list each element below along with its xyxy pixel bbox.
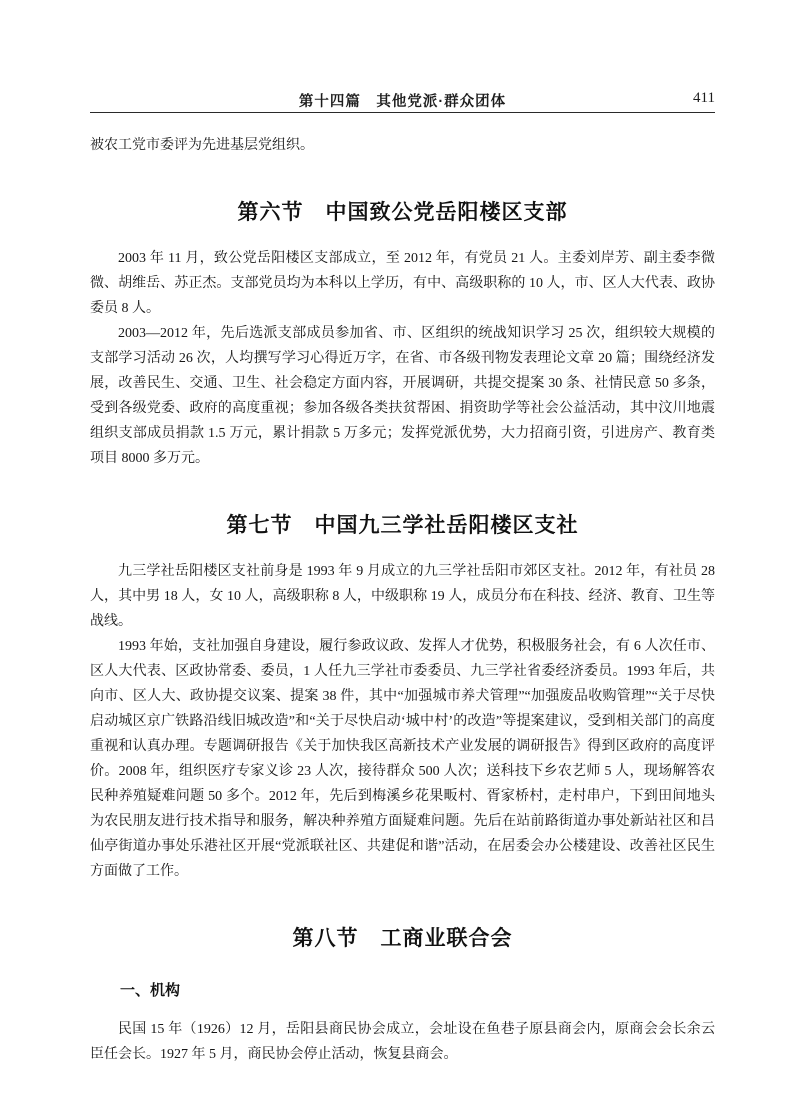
body-paragraph: 民国 15 年（1926）12 月，岳阳县商民协会成立，会址设在鱼巷子原县商会内，原商会会长余云臣任会长。1927 年 5 月，商民协会停止活动，恢复县商会。 [90,1022,715,1062]
section-8-heading: 第八节 工商业联合会 [292,927,513,950]
body-paragraph: 1993 年始，支社加强自身建设，履行参政议政、发挥人才优势，积极服务社会，有 6 人次任市、区人大代表、区政协常委、委员，1 人任九三学社市委委员、九三学社省委经济委员。1993 年后，共向市、区人大、政协提交议案、提案 38 件，其中“加强城市养犬管理”“加强废品收购管理”“关于尽快启动城区京广铁路沿线旧城改造”和“关于尽快启动‘城中村’的改造”等提案建议，受到相关部门的高度重视和认真办理。专题调研报告《关于加快我区高新技术产业发展的调研报告》得到区政府的高度评价。2008 年，组织医疗专家义诊 23 人次，接待群众 500 人次；送科技下乡农艺师 5 人，现场解答农民种养殖疑难问题 50 多个。2012 年，先后到梅溪乡花果畈村、胥家桥村，走村串户，下到田间地头为农民朋友进行技术指导和服务，解决种养殖方面疑难问题。先后在站前路街道办事处新站社区和吕仙亭街道办事处乐港社区开展“党派联社区、共建促和谐”活动，在居委会办公楼建设、改善社区民生方面做了工作。 [90,639,715,879]
section-7-heading: 第七节 中国九三学社岳阳楼区支社 [226,514,579,537]
section-6-heading: 第六节 中国致公党岳阳楼区支部 [237,201,568,224]
body-paragraph: 九三学社岳阳楼区支社前身是 1993 年 9 月成立的九三学社岳阳市郊区支社。2012 年，有社员 28 人，其中男 18 人，女 10 人，高级职称 8 人，中级职称 19 人，成员分布在科技、经济、教育、卫生等战线。 [90,564,715,629]
subsection-heading-organization: 一、机构 [120,982,181,999]
page-header [90,90,715,113]
page-number: 411 [693,90,715,106]
body-paragraph-continuation: 被农工党市委评为先进基层党组织。 [90,138,314,153]
running-header-title: 第十四篇 其他党派·群众团体 [298,94,507,110]
body-paragraph: 2003—2012 年，先后选派支部成员参加省、市、区组织的统战知识学习 25 次，组织较大规模的支部学习活动 26 次，人均撰写学习心得近万字，在省、市各级刊物发表理论文章 20 篇；围绕经济发展，改善民生、交通、卫生、社会稳定方面内容，开展调研，共提交提案 30 条、社情民意 50 多条，受到各级党委、政府的高度重视；参加各级各类扶贫帮困、捐资助学等社会公益活动，其中汶川地震组织支部成员捐款 1.5 万元，累计捐款 5 万多元；发挥党派优势，大力招商引资，引进房产、教育类项目 8000 多万元。 [90,326,715,466]
body-paragraph: 2003 年 11 月，致公党岳阳楼区支部成立，至 2012 年，有党员 21 人。主委刘岸芳、副主委李微微、胡维岳、苏正杰。支部党员均为本科以上学历，有中、高级职称的 10 人，市、区人大代表、政协委员 8 人。 [90,251,715,316]
